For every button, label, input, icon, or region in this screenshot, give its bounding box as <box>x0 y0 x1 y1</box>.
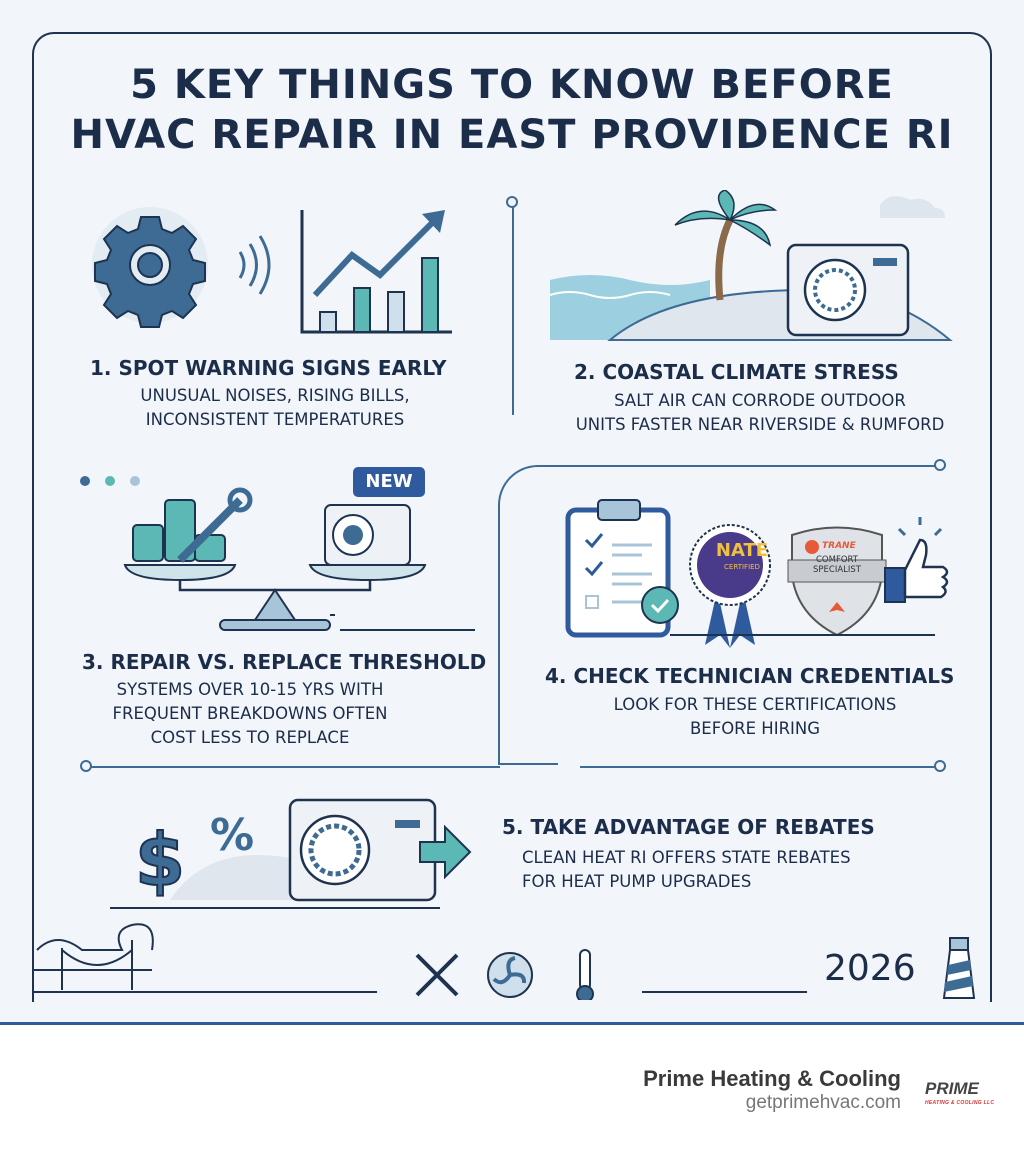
divider-dot <box>80 760 92 772</box>
section-3-heading: 3. REPAIR VS. REPLACE THRESHOLD <box>82 650 487 674</box>
divider <box>512 205 514 415</box>
section-2-heading: 2. COASTAL CLIMATE STRESS <box>574 360 899 384</box>
coastal-illustration <box>550 190 980 350</box>
section-4-heading: 4. CHECK TECHNICIAN CREDENTIALS <box>545 664 955 688</box>
company-logo <box>925 1079 995 1110</box>
divider-dot <box>934 760 946 772</box>
logo-subtext: HEATING & COOLING LLC <box>925 1100 995 1106</box>
divider-dot <box>506 196 518 208</box>
tools-icon <box>417 955 457 995</box>
thumbs-up-icon <box>885 517 947 602</box>
new-badge: NEW <box>365 471 413 492</box>
desc-line: LOOK FOR THESE CERTIFICATIONS <box>613 695 897 714</box>
title-line-1: 5 KEY THINGS TO KNOW BEFORE <box>130 62 894 108</box>
desc-line: UNITS FASTER NEAR RIVERSIDE & RUMFORD <box>575 415 945 434</box>
badge-line: SPECIALIST <box>813 565 861 575</box>
clipboard-checklist-icon <box>568 500 678 635</box>
section-3-description <box>60 678 440 750</box>
nate-badge-text: NATE <box>715 540 769 561</box>
section-5-description <box>522 846 851 894</box>
rising-chart-icon <box>302 210 452 332</box>
desc-line: SYSTEMS OVER 10-15 YRS WITH <box>116 680 384 699</box>
desc-line: FOR HEAT PUMP UPGRADES <box>522 872 752 891</box>
title-line-2: HVAC REPAIR IN EAST PROVIDENCE RI <box>70 112 954 158</box>
divider <box>580 766 935 768</box>
bridge-icon <box>32 924 153 990</box>
divider <box>90 766 500 768</box>
sound-waves-icon <box>240 236 269 294</box>
section-4-description <box>530 693 980 741</box>
gear-icon <box>92 207 208 327</box>
rebates-illustration <box>110 790 480 915</box>
company-name: Prime Heating & Cooling <box>643 1066 901 1091</box>
fan-icon <box>488 953 532 997</box>
desc-line: COST LESS TO REPLACE <box>150 728 350 747</box>
trane-badge-subtext <box>790 555 884 575</box>
footer-divider <box>0 1022 1024 1025</box>
year-label: 2026 <box>824 948 916 989</box>
divider <box>555 465 940 467</box>
trane-badge-text: TRANE <box>822 541 856 551</box>
outdoor-ac-unit-icon <box>788 245 908 335</box>
desc-line: CLEAN HEAT RI OFFERS STATE REBATES <box>522 848 851 867</box>
desc-line: BEFORE HIRING <box>689 719 821 738</box>
desc-line: UNUSUAL NOISES, RISING BILLS, <box>140 386 410 405</box>
footer-brand <box>643 1066 901 1114</box>
badge-line: COMFORT <box>815 555 859 565</box>
lighthouse-icon <box>944 938 974 998</box>
new-ac-unit-icon <box>325 505 410 565</box>
desc-line: SALT AIR CAN CORRODE OUTDOOR <box>614 391 906 410</box>
desc-line: INCONSISTENT TEMPERATURES <box>145 410 405 429</box>
logo-text: PRIME <box>925 1079 979 1098</box>
section-1-description <box>90 384 460 432</box>
divider-dot <box>934 459 946 471</box>
warning-signs-illustration <box>90 200 460 340</box>
nate-badge-subtext: CERTIFIED <box>724 563 760 571</box>
desc-line: FREQUENT BREAKDOWNS OFTEN <box>112 704 388 723</box>
heat-pump-icon <box>290 800 435 900</box>
palm-tree-icon <box>675 190 775 300</box>
thermometer-icon <box>577 950 593 1000</box>
company-url[interactable]: getprimehvac.com <box>745 1092 901 1113</box>
percent-icon: % <box>210 810 255 861</box>
section-5-heading: 5. TAKE ADVANTAGE OF REBATES <box>502 815 875 839</box>
section-1-heading: 1. SPOT WARNING SIGNS EARLY <box>90 356 447 380</box>
dollar-sign-icon: $ <box>135 818 186 902</box>
section-2-description <box>520 389 1000 437</box>
